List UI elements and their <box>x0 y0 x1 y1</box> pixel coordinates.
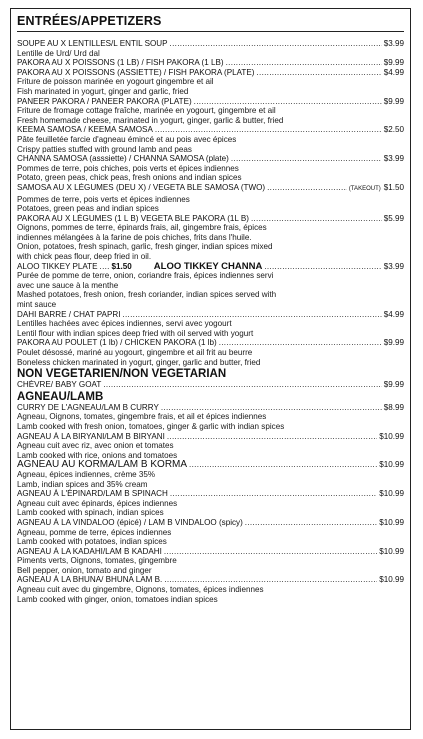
menu-item-name: AGNEAU À LA VINDALOO (épicé) / LAM B VINDALOO (spicy) <box>17 517 243 527</box>
menu-item <box>17 518 404 528</box>
menu-item-name: AGNEAU À LA BIRYANI/LAM B BIRYANI <box>17 431 165 441</box>
menu-item-name: AGNEAU À LA KADAHI/LAM B KADAHI <box>17 546 162 556</box>
menu-item-price: $3.99 <box>383 39 404 48</box>
menu-item-price: $10.99 <box>379 431 404 441</box>
menu-item-price: $9.99 <box>383 338 404 348</box>
menu-item-price: $9.99 <box>383 96 404 106</box>
menu-item <box>17 97 404 107</box>
menu-item-price: $3.99 <box>383 261 404 271</box>
menu-item <box>17 380 404 390</box>
menu-body <box>17 39 404 604</box>
dot-leader <box>226 58 382 68</box>
menu-item-name: AGNEAU À L'ÉPINARD/LAM B SPINACH <box>17 489 168 499</box>
menu-item <box>17 262 404 272</box>
menu-item-description: Friture de poisson marinée en yogourt gingembre et ail <box>17 77 214 87</box>
dot-leader <box>155 125 382 135</box>
takeout-note: (TAKEOUT) <box>348 185 381 192</box>
menu-item-name: AGNEAU AU KORMA/LAM B KORMA <box>17 460 188 470</box>
menu-item-description: Purée de pomme de terre, onion, coriandre frais, épices indiennes servi <box>17 271 274 281</box>
menu-item-description: with chick peas flour, deep fried in oil. <box>17 252 152 262</box>
dot-leader <box>189 460 377 470</box>
menu-item-price: $1.50 <box>111 261 132 271</box>
menu-item <box>17 39 404 49</box>
dot-leader <box>264 262 381 272</box>
menu-item-price: $10.99 <box>379 517 404 527</box>
dot-leader <box>170 489 377 499</box>
dot-leader <box>167 432 377 442</box>
menu-item <box>17 489 404 499</box>
menu-item-name: ALOO TIKKEY PLATE <box>17 261 98 271</box>
menu-item <box>17 183 404 195</box>
menu-item-name: PAKORA AU POULET (1 lb) / CHICKEN PAKORA (1 lb) <box>17 338 217 348</box>
menu-item <box>17 58 404 68</box>
menu-item-description: Bell pepper, onion, tomato and ginger <box>17 565 152 575</box>
menu-item-description: Boneless chicken marinated in yogurt, ginger, garlic and butter, fried <box>17 357 261 367</box>
dot-leader <box>161 403 382 413</box>
menu-item-description: Lentille de Urd/ Urd dal <box>17 48 100 58</box>
menu-item-name: SOUPE AU X LENTILLES/L ENTIL SOUP <box>17 39 168 48</box>
menu-item-name: PAKORA AU X LÉGUMES (1 L B) VEGETA BLE PAKORA (1L B) <box>17 213 249 223</box>
dot-leader <box>219 338 382 348</box>
menu-item-description: Crispy patties stuffed with ground lamb and peas <box>17 144 192 154</box>
dot-leader <box>103 380 381 390</box>
menu-item <box>17 125 404 135</box>
menu-item-name: DAHI BARRE / CHAT PAPRI <box>17 309 121 319</box>
menu-item-description: Piments verts, Oignons, tomates, gingembre <box>17 556 177 566</box>
menu-item-name: AGNEAU À LA BHUNA/ BHUNA LAM B. <box>17 575 163 585</box>
menu-item-price: $10.99 <box>379 489 404 499</box>
menu-item-description: Lentil flour with indian spices deep fried with oil served with yogurt <box>17 328 254 338</box>
menu-item <box>17 432 404 442</box>
menu-item-description: Friture de fromage cottage fraîche, marinée en yogourt, gingembre et ail <box>17 106 276 116</box>
menu-item-description: Agneau, épices indiennes, crème 35% <box>17 469 156 479</box>
menu-item-name: ALOO TIKKEY CHANNA <box>153 261 263 272</box>
menu-item <box>17 310 404 320</box>
menu-item-description: Pommes de terre, pois verts et épices indiennes <box>17 194 190 204</box>
menu-item-description: Agneau, pomme de terre, épices indiennes <box>17 527 172 537</box>
menu-item-description: Lentilles hachées avec épices indiennes, servi avec yogourt <box>17 319 232 329</box>
dot-leader <box>100 262 110 272</box>
menu-item-description: Oignons, pommes de terre, épinards frais, ail, gingembre frais, épices <box>17 223 267 233</box>
menu-item <box>17 154 404 164</box>
menu-item-name: KEEMA SAMOSA / KEEMA SAMOSA <box>17 125 153 135</box>
menu-item <box>17 68 404 78</box>
menu-item-description: Fresh homemade cheese, marinated in yogurt, ginger, garlic & butter, fried <box>17 115 284 125</box>
menu-item-description: Lamb cooked with spinach, indian spices <box>17 508 164 518</box>
menu-item-price: $9.99 <box>383 380 404 390</box>
menu-item-description: mint sauce <box>17 300 57 310</box>
menu-item-price: $8.99 <box>383 402 404 412</box>
menu-item-description: indiennes mélangées à la farine de pois chiches, frits dans l'huile. <box>17 232 252 242</box>
section-title-appetizers: ENTRÉES/APPETIZERS <box>17 14 404 32</box>
menu-item <box>17 547 404 557</box>
menu-item-price: $10.99 <box>379 460 404 470</box>
menu-item-name: CHÈVRE/ BABY GOAT <box>17 380 102 390</box>
menu-item-description: Onion, potatoes, fresh spinach, garlic, fresh ginger, indian spices mixed <box>17 242 273 252</box>
dot-leader <box>231 154 382 164</box>
menu-item-name: CURRY DE L'AGNEAU/LAM B CURRY <box>17 402 159 412</box>
menu-item-price: $10.99 <box>379 546 404 556</box>
menu-item-price: $5.99 <box>383 213 404 223</box>
dot-leader <box>251 214 382 224</box>
menu-item-description: Mashed potatoes, fresh onion, fresh coriander, indian spices served with <box>17 290 277 300</box>
dot-leader <box>164 575 377 585</box>
menu-item <box>17 460 404 470</box>
dot-leader <box>256 68 381 78</box>
menu-item-price: $4.99 <box>383 309 404 319</box>
menu-item-description: Agneau cuit avec du gingembre, Oignons, tomates, épices indiennes <box>17 585 264 595</box>
menu-item-price: $4.99 <box>383 67 404 77</box>
menu-item-description: Poulet désossé, mariné au yogourt, gingembre et ail frit au beurre <box>17 348 253 357</box>
menu-item-name: CHANNA SAMOSA (asssiette) / CHANNA SAMOSA (plate) <box>17 154 229 164</box>
menu-item-description: Agneau cuit avec épinards, épices indiennes <box>17 498 178 508</box>
menu-item-price: $2.50 <box>383 125 404 135</box>
section-title: NON VÉGÉTARIEN/NON VEGETARIAN <box>17 368 227 381</box>
dot-leader <box>122 310 381 320</box>
dot-leader <box>267 183 347 193</box>
menu-item-description: Agneau cuit avec riz, avec onion et tomates <box>17 441 174 451</box>
menu-item-description: Lamb cooked with rice, onions and tomatoes <box>17 450 178 460</box>
menu-item-description: avec une sauce à la menthe <box>17 280 119 290</box>
menu-item-name: SAMOSA AU X LÉGUMES (DEU X) / VEGETA BLE SAMOSA (TWO) <box>17 182 266 192</box>
dot-leader <box>245 518 377 528</box>
menu-item-price: $3.99 <box>383 154 404 164</box>
dot-leader <box>164 547 377 557</box>
menu-item <box>17 214 404 224</box>
section-title: AGNEAU/LAMB <box>17 390 104 403</box>
menu-item-description: Potato, green peas, chick peas, fresh onions and indian spices <box>17 173 242 183</box>
menu-item-description: Lamb cooked with potatoes, indian spices <box>17 537 167 547</box>
menu-item <box>17 575 404 585</box>
dot-leader <box>194 97 382 107</box>
dot-leader <box>170 39 382 49</box>
menu-item-name: PAKORA AU X POISSONS (ASSIETTE) / FISH PAKORA (PLATE) <box>17 67 255 77</box>
menu-item-description: Fish marinated in yogurt, ginger and garlic, fried <box>17 86 189 96</box>
menu-item-description: Agneau, Oignons, tomates, gingembre frais, et ail et épices indiennes <box>17 412 267 422</box>
menu-item <box>17 338 404 348</box>
menu-item-description: Potatoes, green peas and indian spices <box>17 204 159 214</box>
menu-item-price: $1.50 <box>383 182 404 192</box>
menu-item-description: Lamb, indian spices and 35% cream <box>17 479 148 489</box>
menu-item-name: PANEER PAKORA / PANEER PAKORA (PLATE) <box>17 96 192 106</box>
menu-page <box>10 8 411 730</box>
menu-item-price: $10.99 <box>379 575 404 585</box>
menu-item-name: PAKORA AU X POISSONS (1 LB) / FISH PAKORA (1 LB) <box>17 58 224 68</box>
menu-item <box>17 403 404 413</box>
menu-item-description: Lamb cooked with fresh onion, tomatoes, ginger & garlic with indian spices <box>17 421 285 431</box>
menu-item-description: Lamb cooked with ginger, onion, tomatoes indian spices <box>17 594 218 604</box>
menu-item-description: Pâte feuilletée farcie d'agneau émincé et au pois avec épices <box>17 134 237 144</box>
menu-item-description: Pommes de terre, pois chiches, pois verts et épices indiennes <box>17 163 239 173</box>
menu-item-price: $9.99 <box>383 58 404 68</box>
